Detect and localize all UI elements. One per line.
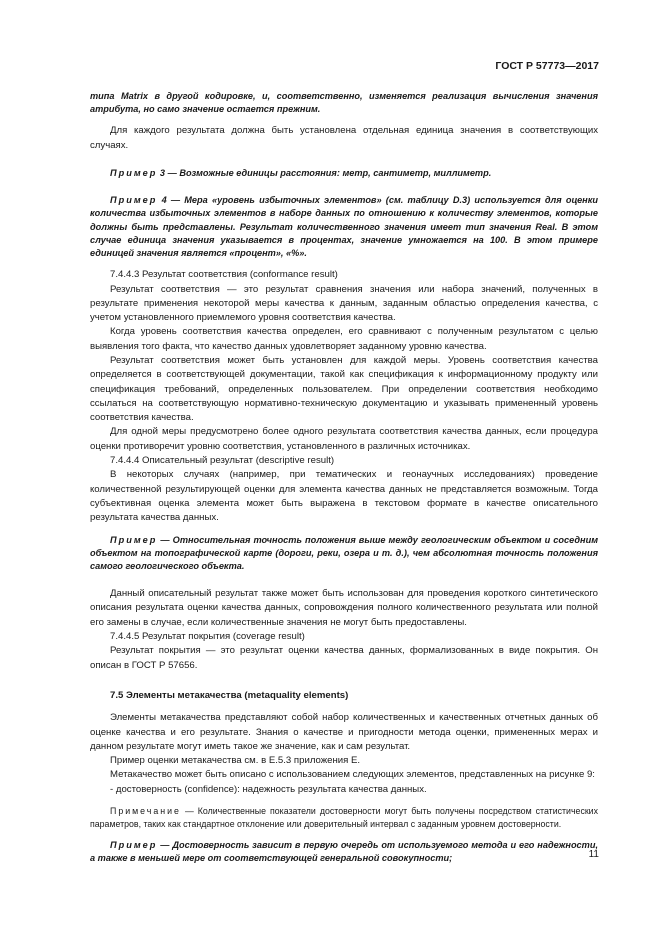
- section-heading: 7.5 Элементы метакачества (metaquality elements): [110, 689, 349, 701]
- note-label: Примечание: [110, 806, 181, 817]
- subsection-heading: 7.4.4.4 Описательный результат (descriptive result): [110, 455, 335, 467]
- example-4: Пример 4 — Мера «уровень избыточных элементов» (см. таблицу D.3) используется для оценки количества избыточных элементов в наборе данных по отношению к количеству элементов, которые должны быть представлены. Результат количественного значения имеет тип значения Real. В этом случае единица значения указывается в процентах, значение умножается на 100. В этом примере единицей значения является «процент», «%».: [90, 195, 598, 259]
- example-label: Пример: [110, 168, 158, 178]
- paragraph: В некоторых случаях (например, при тематических и геонаучных исследованиях) проведение количественной результирующей оценки для элемента качества данных не представляется возможным. Тогда субъективная оценка элемента может быть выражена в текстовом формате в качестве описательного результата качества данных.: [90, 469, 598, 524]
- list-item: - достоверность (confidence): надежность результата качества данных.: [110, 783, 427, 795]
- paragraph: Метакачество может быть описано с использованием следующих элементов, представленных на рисунке 9:: [110, 769, 595, 781]
- paragraph: Пример оценки метакачества см. в Е.5.3 приложения Е.: [110, 755, 361, 767]
- example-continuation: типа Matrix в другой кодировке, и, соответственно, изменяется реализация вычисления значения атрибута, но само значение остается прежним.: [90, 91, 598, 115]
- paragraph: Когда уровень соответствия качества определен, его сравнивают с полученным результатом с целью выявления того факта, что качество данных удовлетворяет заданному уровню качества.: [90, 326, 598, 352]
- subsection-heading: 7.4.4.3 Результат соответствия (conformance result): [110, 269, 338, 281]
- example-label: Пример: [110, 195, 158, 206]
- paragraph: Данный описательный результат также может быть использован для проведения короткого синтетического описания результата оценки качества данных, сопровождения полного количественного результата или полной его замены в случае, если количественные значения не могут быть предоставлены.: [90, 588, 598, 628]
- note: Примечание — Количественные показатели достоверности могут быть получены посредством статистических параметров, таких как стандартное отклонение или доверительный интервал с заданным уровнем достоверности.: [90, 806, 598, 829]
- paragraph: Результат соответствия — это результат сравнения значения или набора значений, полученных в результате применения некоторой меры качества к данным, заданным областью определения качества, с учетом установленного приемлемого уровня соответствия качества.: [90, 283, 598, 324]
- example-confidence: Пример — Достоверность зависит в первую очередь от используемого метода и его надежности, а также в меньшей мере от соответствующей генеральной совокупности;: [90, 839, 598, 863]
- paragraph: Результат соответствия может быть установлен для каждой меры. Уровень соответствия качества определяется в соответствующей документации, такой как спецификация к информационному продукту или спецификация требований, определенных пользователем. При определении соответствия необходимо ссылаться на соответствующую нормативно-техническую документацию и указывать примененный уровень соответствия качества.: [90, 355, 598, 424]
- paragraph: Для каждого результата должна быть установлена отдельная единица значения в соответствующих случаях.: [90, 125, 598, 151]
- example-label: Пример: [110, 839, 158, 850]
- page-number: 11: [588, 849, 599, 860]
- example-3: Пример 3 — Возможные единицы расстояния: метр, сантиметр, миллиметр.: [110, 168, 492, 178]
- paragraph: Для одной меры предусмотрено более одного результата соответствия качества данных, если процедура оценки противоречит уровню соответствия, установленного в различных источниках.: [90, 426, 598, 452]
- example-label: Пример: [110, 534, 158, 545]
- subsection-heading: 7.4.4.5 Результат покрытия (coverage result): [110, 631, 305, 643]
- paragraph: Результат покрытия — это результат оценки качества данных, формализованных в виде покрытия. Он описан в ГОСТ Р 57656.: [90, 645, 598, 671]
- paragraph: Элементы метакачества представляют собой набор количественных и качественных отчетных данных об оценке качества и его результате. Знания о качестве и пригодности метода оценки, примененных мерах и данном результате могут иметь такое же значение, как и сам результат.: [90, 712, 598, 752]
- document-code: ГОСТ Р 57773—2017: [495, 60, 599, 72]
- example-descriptive: Пример — Относительная точность положения выше между геологическим объектом и соседним объектом на топографической карте (дороги, реки, озера и т. д.), чем абсолютная точность положения самого геологического объекта.: [90, 534, 598, 571]
- page-body: [90, 90, 598, 865]
